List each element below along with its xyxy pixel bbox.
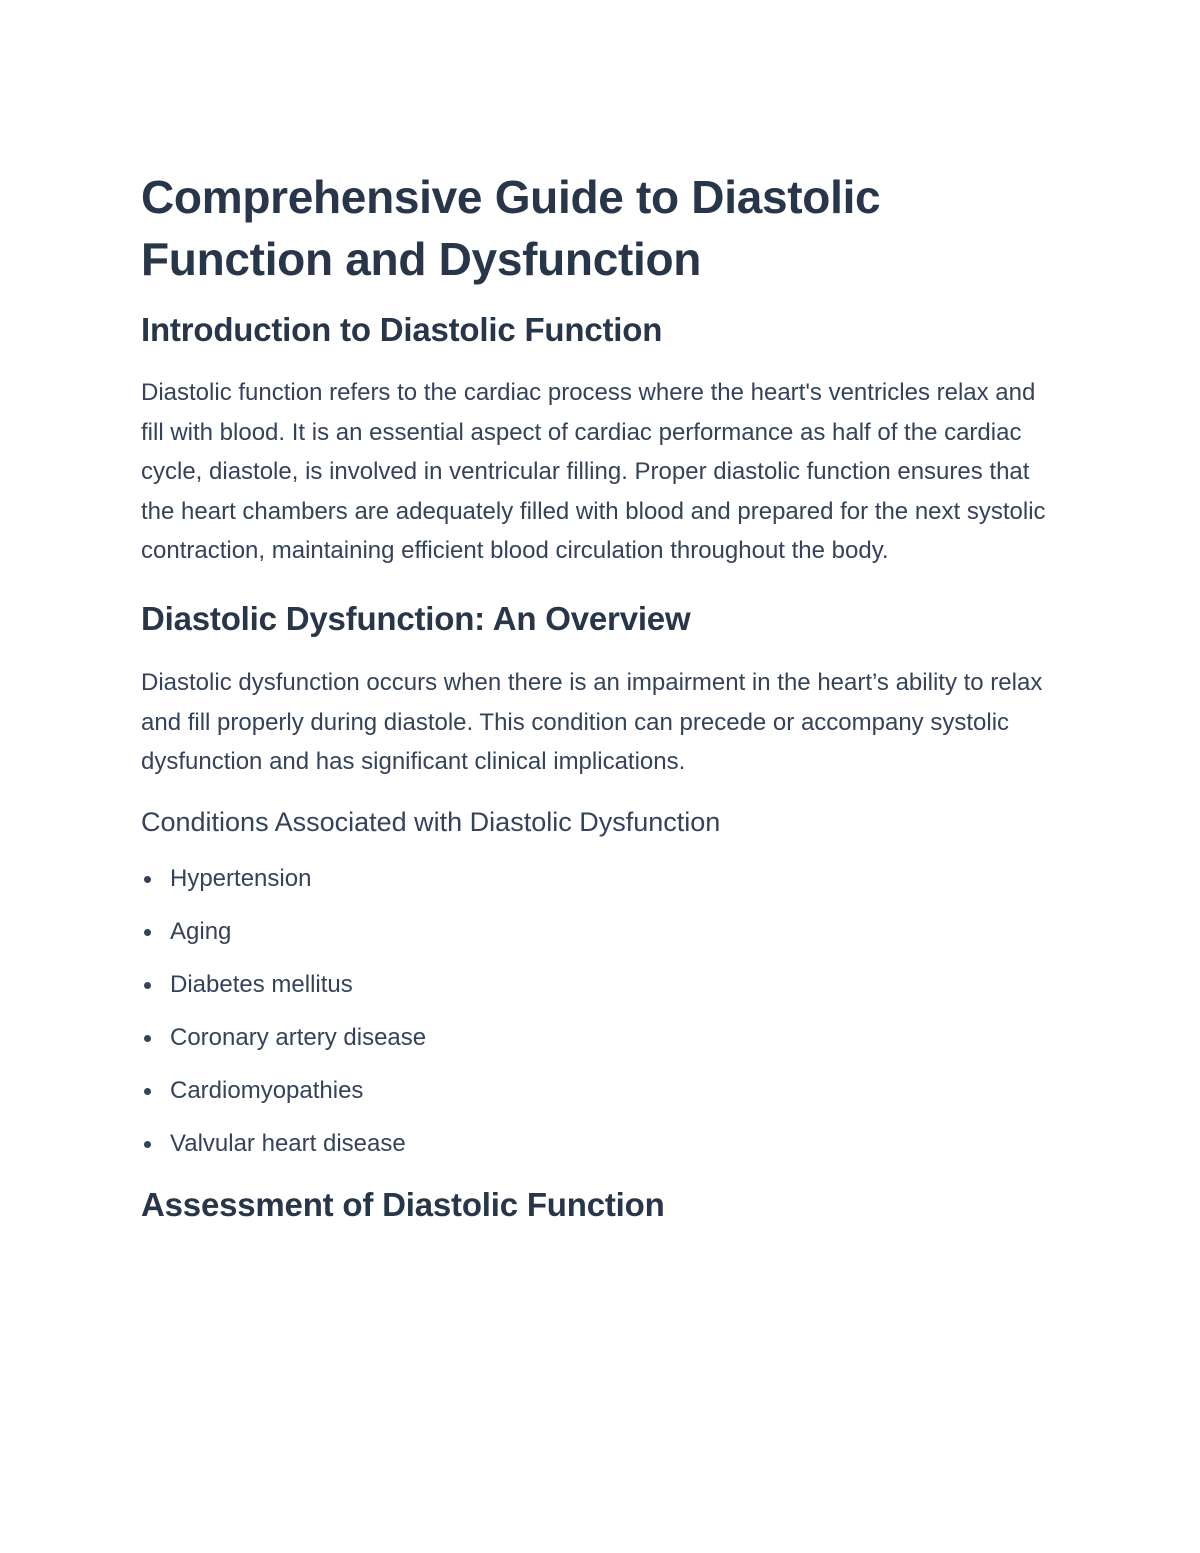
bullet-icon (144, 929, 151, 936)
list-item-label: Hypertension (170, 864, 312, 892)
section-heading-assessment: Assessment of Diastolic Function (141, 1185, 665, 1223)
bullet-icon (144, 1141, 151, 1148)
list-item-label: Valvular heart disease (170, 1129, 406, 1157)
intro-paragraph: Diastolic function refers to the cardiac process where the heart's ventricles relax and fill with blood. It is an essential aspect of cardiac performance as half of the cardiac cycle, diastole, is involved in ventricular filling. Proper diastolic function ensures that the heart chambers are adequately filled with blood and prepared for the next systolic contraction, maintaining efficient blood circulation throughout the body. (141, 379, 1046, 565)
section-heading-introduction: Introduction to Diastolic Function (141, 311, 663, 348)
list-item-label: Aging (170, 917, 232, 945)
overview-paragraph: Diastolic dysfunction occurs when there is an impairment in the heart’s ability to relax and fill properly during diastole. This condition can precede or accompany systolic dysfunction and has significant clinical implications. (141, 668, 1043, 776)
bullet-icon (144, 1088, 151, 1095)
page-title: Comprehensive Guide to Diastolic Function and Dysfunction (141, 171, 881, 285)
list-item-label: Cardiomyopathies (170, 1076, 364, 1104)
list-item (141, 917, 1060, 947)
subsection-heading-conditions: Conditions Associated with Diastolic Dysfunction (141, 806, 721, 837)
list-item (141, 1023, 1060, 1053)
conditions-list (141, 864, 1060, 1159)
bullet-icon (144, 876, 151, 883)
list-item (141, 1076, 1060, 1106)
list-item-label: Diabetes mellitus (170, 970, 353, 998)
list-item-label: Coronary artery disease (170, 1023, 427, 1051)
list-item (141, 864, 1060, 894)
bullet-icon (144, 982, 151, 989)
bullet-icon (144, 1035, 151, 1042)
list-item (141, 970, 1060, 1000)
list-item (141, 1129, 1060, 1159)
section-heading-overview: Diastolic Dysfunction: An Overview (141, 599, 691, 637)
